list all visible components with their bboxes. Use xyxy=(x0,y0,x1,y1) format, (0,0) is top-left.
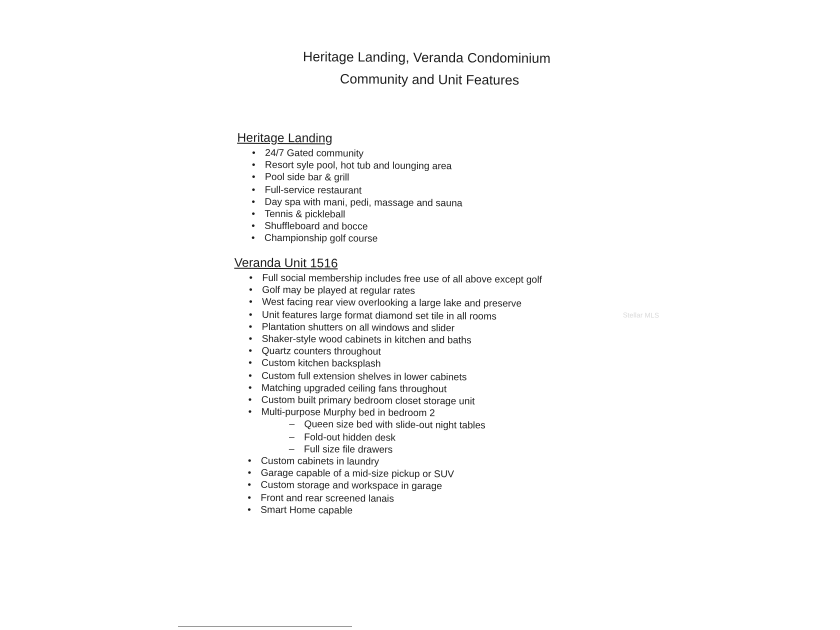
section-heading: Heritage Landing xyxy=(237,130,333,146)
sub-list-item-text: Queen size bed with slide-out night tables xyxy=(304,419,486,432)
bullet-icon: • xyxy=(247,468,252,480)
page-edge-divider xyxy=(178,626,352,627)
section-veranda-unit xyxy=(232,256,542,519)
list-item-text: Custom kitchen backsplash xyxy=(261,358,381,371)
dash-icon: – xyxy=(288,443,295,455)
list-item-text: Golf may be played at regular rates xyxy=(262,285,416,298)
list-item-text: Full-service restaurant xyxy=(264,184,362,197)
bullet-icon: • xyxy=(248,321,253,333)
list-item-text: Shaker-style wood cabinets in kitchen and baths xyxy=(261,333,472,347)
list-item xyxy=(236,233,462,247)
list-item-text: Custom storage and workspace in garage xyxy=(260,480,443,493)
list-item-text: Unit features large format diamond set tile in all rooms xyxy=(261,309,497,323)
feature-list xyxy=(236,148,462,247)
bullet-icon: • xyxy=(249,285,253,297)
list-item-text: Tennis & pickleball xyxy=(264,208,346,221)
bullet-icon: • xyxy=(248,394,252,406)
bullet-icon: • xyxy=(248,309,253,321)
list-item-text: Custom built primary bedroom closet storage unit xyxy=(261,394,475,408)
list-item-text: Full social membership includes free use of all above except golf xyxy=(262,272,543,286)
murphy-bed-sublist xyxy=(261,419,541,458)
bullet-icon: • xyxy=(247,504,252,516)
section-heritage-landing xyxy=(236,131,462,247)
bullet-icon: • xyxy=(248,346,253,358)
bullet-icon: • xyxy=(251,221,255,233)
bullet-icon: • xyxy=(247,480,252,492)
bullet-icon: • xyxy=(248,370,252,382)
list-item-text: Pool side bar & grill xyxy=(264,172,350,184)
list-item xyxy=(232,505,540,519)
bullet-icon: • xyxy=(251,172,256,184)
bullet-icon: • xyxy=(251,208,256,220)
bullet-icon: • xyxy=(251,147,256,159)
document-subtitle: Community and Unit Features xyxy=(339,71,520,88)
feature-list xyxy=(232,273,542,519)
document-title: Heritage Landing, Veranda Condominium xyxy=(302,49,551,66)
list-item-text: 24/7 Gated community xyxy=(264,147,364,160)
list-item-text: Front and rear screened lanais xyxy=(260,492,395,505)
list-item-text: Custom full extension shelves in lower cabinets xyxy=(261,370,467,383)
bullet-icon: • xyxy=(248,358,253,370)
list-item-text: Matching upgraded ceiling fans throughout xyxy=(261,382,447,396)
list-item-text: Multi-purpose Murphy bed in bedroom 2 xyxy=(261,407,435,420)
list-item-text: Smart Home capable xyxy=(260,504,353,517)
list-item-text: West facing rear view overlooking a large lake and preserve xyxy=(261,297,522,311)
dash-icon: – xyxy=(289,431,295,443)
list-item-text: Quartz counters throughout xyxy=(261,346,381,358)
list-item-text: Plantation shutters on all windows and slider xyxy=(261,321,455,335)
list-item-text: Garage capable of a mid-size pickup or SUV xyxy=(260,468,455,481)
list-item-text: Resort syle pool, hot tub and lounging area xyxy=(264,160,452,173)
list-item-text: Custom cabinets in laundry xyxy=(260,455,380,468)
list-item-text: Day spa with mani, pedi, massage and sauna xyxy=(264,196,463,210)
bullet-icon: • xyxy=(248,297,253,309)
bullet-icon: • xyxy=(251,233,255,245)
list-item-text: Championship golf course xyxy=(264,233,378,246)
bullet-icon: • xyxy=(248,333,253,345)
bullet-icon: • xyxy=(248,382,252,394)
bullet-icon: • xyxy=(249,272,253,284)
watermark: Stellar MLS xyxy=(622,312,660,320)
bullet-icon: • xyxy=(247,492,252,504)
bullet-icon: • xyxy=(251,184,256,196)
section-heading: Veranda Unit 1516 xyxy=(234,255,338,271)
bullet-icon: • xyxy=(251,160,256,172)
list-item xyxy=(233,407,541,458)
dash-icon: – xyxy=(289,419,295,431)
bullet-icon: • xyxy=(247,455,252,467)
bullet-icon: • xyxy=(248,407,252,419)
list-item-text: Shuffleboard and bocce xyxy=(264,221,368,233)
bullet-icon: • xyxy=(251,196,256,208)
sub-list-item-text: Full size file drawers xyxy=(303,444,393,456)
sub-list-item-text: Fold-out hidden desk xyxy=(304,431,396,444)
